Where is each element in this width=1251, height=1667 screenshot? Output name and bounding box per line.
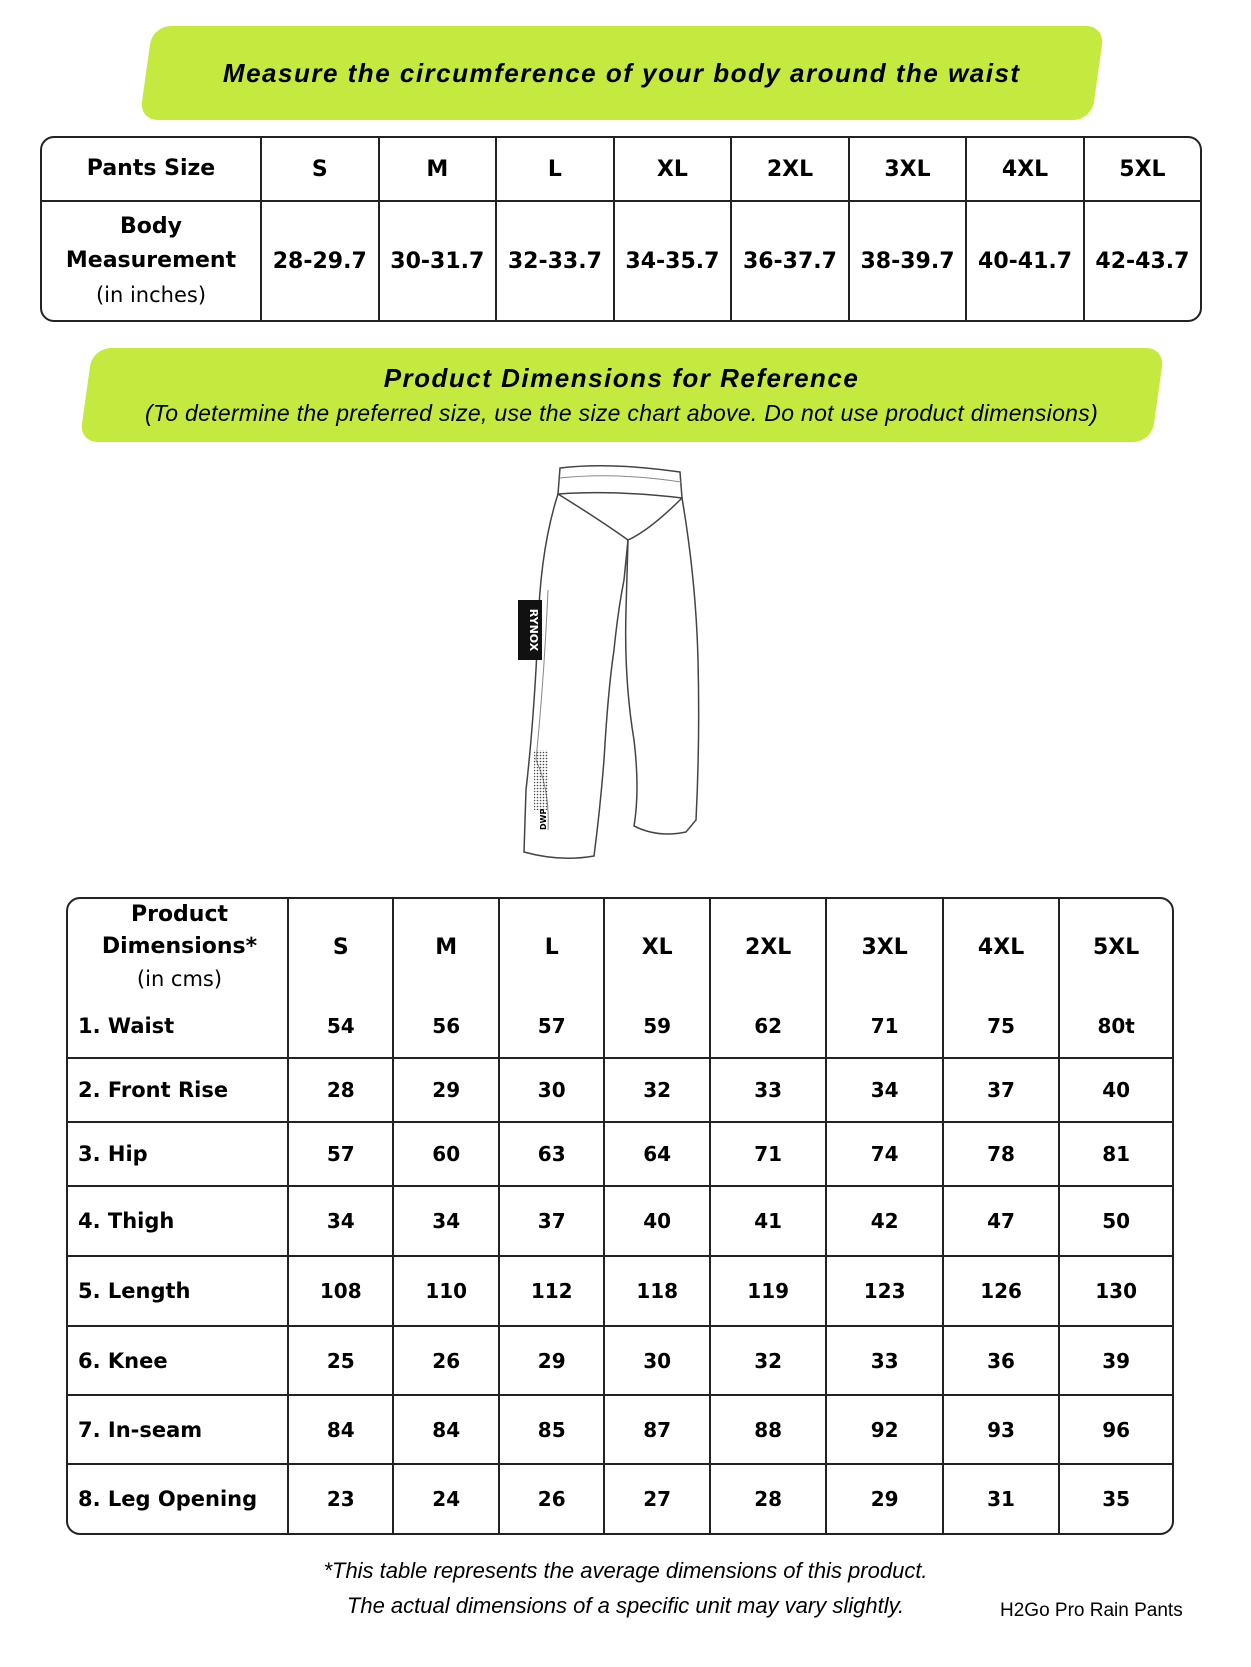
body-measurement-cell: 40-41.7 bbox=[967, 202, 1085, 320]
product-name: H2Go Pro Rain Pants bbox=[1000, 1600, 1183, 1621]
dim-value-cell: 118 bbox=[605, 1257, 710, 1327]
dim-value-cell: 71 bbox=[827, 995, 943, 1059]
dim-value-cell: 78 bbox=[944, 1123, 1060, 1187]
product-dimensions-banner bbox=[79, 348, 1164, 442]
body-measurement-cell: 36-37.7 bbox=[732, 202, 850, 320]
body-measurement-label-line2: Measurement bbox=[65, 248, 237, 273]
dim-value-cell: 123 bbox=[827, 1257, 943, 1327]
waist-instruction-banner bbox=[139, 26, 1104, 120]
dim-value-cell: 54 bbox=[289, 995, 394, 1059]
dim-header-row bbox=[68, 899, 1172, 995]
dim-value-cell: 34 bbox=[827, 1059, 943, 1123]
dim-row-label: 6. Knee bbox=[68, 1327, 289, 1396]
dim-value-cell: 24 bbox=[394, 1465, 499, 1533]
dim-value-cell: 37 bbox=[944, 1059, 1060, 1123]
size-header-cell: 2XL bbox=[732, 138, 850, 202]
dim-value-cell: 33 bbox=[827, 1327, 943, 1396]
body-measurement-cell: 42-43.7 bbox=[1095, 248, 1190, 274]
size-header-cell: 5XL bbox=[1085, 138, 1200, 202]
dim-value-cell: 29 bbox=[394, 1059, 499, 1123]
dim-value-cell: 31 bbox=[944, 1465, 1060, 1533]
size-chart-table bbox=[40, 136, 1202, 322]
dwp-tag: DWP bbox=[539, 808, 548, 830]
dim-value-cell: 32 bbox=[605, 1059, 710, 1123]
dim-row-label: 7. In-seam bbox=[68, 1396, 289, 1465]
product-dimensions-table bbox=[66, 897, 1174, 1535]
body-measurement-cell: 28-29.7 bbox=[262, 202, 380, 320]
dim-value-cell: 87 bbox=[605, 1396, 710, 1465]
dim-value-cell: 32 bbox=[711, 1327, 827, 1396]
dim-size-header: 2XL bbox=[711, 899, 827, 995]
table-row bbox=[68, 1327, 1172, 1396]
pants-illustration bbox=[500, 460, 750, 880]
dim-value-cell: 23 bbox=[289, 1465, 394, 1533]
dim-value-cell: 126 bbox=[944, 1257, 1060, 1327]
dim-value-cell: 60 bbox=[394, 1123, 499, 1187]
table-row bbox=[68, 1187, 1172, 1257]
dim-row-label: 5. Length bbox=[68, 1257, 289, 1327]
dim-value-cell: 56 bbox=[394, 995, 499, 1059]
size-header-label: Pants Size bbox=[42, 138, 262, 202]
size-header-cell: M bbox=[380, 138, 498, 202]
table-row bbox=[68, 1123, 1172, 1187]
size-header-cell: S bbox=[262, 138, 380, 202]
footnote-line-1: *This table represents the average dimensions of this product. bbox=[323, 1558, 928, 1583]
dim-value-cell: 40 bbox=[1060, 1059, 1172, 1123]
dim-header-label bbox=[68, 899, 289, 995]
dim-value-cell: 57 bbox=[289, 1123, 394, 1187]
dim-header-title: Product Dimensions* bbox=[101, 902, 258, 959]
dim-value-cell: 29 bbox=[827, 1465, 943, 1533]
dim-value-cell: 34 bbox=[394, 1187, 499, 1257]
dim-row-label: 4. Thigh bbox=[68, 1187, 289, 1257]
table-row bbox=[68, 1396, 1172, 1465]
dim-value-cell: 93 bbox=[944, 1396, 1060, 1465]
table-row bbox=[68, 1465, 1172, 1533]
dim-value-cell: 40 bbox=[605, 1187, 710, 1257]
dim-row-label: 2. Front Rise bbox=[68, 1059, 289, 1123]
dim-value-cell: 110 bbox=[394, 1257, 499, 1327]
dim-value-cell: 84 bbox=[394, 1396, 499, 1465]
dim-value-cell: 92 bbox=[827, 1396, 943, 1465]
dim-value-cell: 71 bbox=[711, 1123, 827, 1187]
size-header-cell: 4XL bbox=[967, 138, 1085, 202]
table-row bbox=[68, 995, 1172, 1059]
dim-size-header: 3XL bbox=[827, 899, 943, 995]
size-header-row bbox=[42, 138, 1200, 202]
dim-row-label: 3. Hip bbox=[68, 1123, 289, 1187]
dim-value-cell: 27 bbox=[605, 1465, 710, 1533]
body-measurement-cell: 32-33.7 bbox=[497, 202, 615, 320]
reflective-panel bbox=[534, 750, 548, 810]
body-measurement-cell: 34-35.7 bbox=[615, 202, 733, 320]
dim-size-header: L bbox=[500, 899, 605, 995]
dim-size-header: S bbox=[289, 899, 394, 995]
dim-value-cell: 33 bbox=[711, 1059, 827, 1123]
footnote-line-2: The actual dimensions of a specific unit may vary slightly. bbox=[346, 1593, 905, 1618]
body-measurement-row bbox=[42, 202, 1200, 320]
table-row bbox=[68, 1257, 1172, 1327]
dim-header-unit: (in cms) bbox=[136, 967, 223, 991]
size-header-cell: L bbox=[497, 138, 615, 202]
dim-value-cell: 108 bbox=[289, 1257, 394, 1327]
dim-size-header: M bbox=[394, 899, 499, 995]
dim-value-cell: 25 bbox=[289, 1327, 394, 1396]
dim-value-cell: 42 bbox=[827, 1187, 943, 1257]
dim-value-cell: 130 bbox=[1060, 1257, 1172, 1327]
dim-value-cell: 88 bbox=[711, 1396, 827, 1465]
brand-text: RYNOX bbox=[527, 608, 540, 652]
dim-value-cell: 41 bbox=[711, 1187, 827, 1257]
size-header-cell: XL bbox=[615, 138, 733, 202]
product-dimensions-subtitle: (To determine the preferred size, use the size chart above. Do not use product dimensions) bbox=[145, 400, 1099, 426]
dim-value-cell: 81 bbox=[1060, 1123, 1172, 1187]
dim-value-cell: 28 bbox=[289, 1059, 394, 1123]
dim-value-cell: 80t bbox=[1060, 995, 1172, 1059]
dim-value-cell: 64 bbox=[605, 1123, 710, 1187]
dim-value-cell: 84 bbox=[289, 1396, 394, 1465]
dim-value-cell: 30 bbox=[605, 1327, 710, 1396]
dim-size-header: 4XL bbox=[944, 899, 1060, 995]
dim-value-cell: 74 bbox=[827, 1123, 943, 1187]
body-measurement-unit: (in inches) bbox=[95, 283, 207, 307]
waist-instruction-title: Measure the circumference of your body around the waist bbox=[223, 57, 1021, 88]
dim-value-cell: 85 bbox=[500, 1396, 605, 1465]
dim-row-label: 1. Waist bbox=[68, 995, 289, 1059]
dim-value-cell: 36 bbox=[944, 1327, 1060, 1396]
dim-value-cell: 112 bbox=[500, 1257, 605, 1327]
dim-value-cell: 59 bbox=[605, 995, 710, 1059]
dim-value-cell: 63 bbox=[500, 1123, 605, 1187]
body-measurement-label bbox=[42, 202, 262, 320]
dim-value-cell: 47 bbox=[944, 1187, 1060, 1257]
table-row bbox=[68, 1059, 1172, 1123]
dim-value-cell: 30 bbox=[500, 1059, 605, 1123]
dim-size-header: XL bbox=[605, 899, 710, 995]
body-measurement-cell: 38-39.7 bbox=[850, 202, 968, 320]
dim-value-cell: 29 bbox=[500, 1327, 605, 1396]
dim-value-cell: 57 bbox=[500, 995, 605, 1059]
dim-value-cell: 26 bbox=[394, 1327, 499, 1396]
dim-value-cell: 75 bbox=[944, 995, 1060, 1059]
dim-value-cell: 26 bbox=[500, 1465, 605, 1533]
dim-value-cell: 34 bbox=[289, 1187, 394, 1257]
dim-row-label: 8. Leg Opening bbox=[68, 1465, 289, 1533]
body-measurement-label-line1: Body bbox=[120, 214, 182, 239]
dim-value-cell: 119 bbox=[711, 1257, 827, 1327]
body-measurement-cell: 30-31.7 bbox=[380, 202, 498, 320]
dim-value-cell: 39 bbox=[1060, 1327, 1172, 1396]
size-header-cell: 3XL bbox=[850, 138, 968, 202]
dim-size-header: 5XL bbox=[1093, 934, 1140, 960]
dim-value-cell: 37 bbox=[500, 1187, 605, 1257]
dim-value-cell: 28 bbox=[711, 1465, 827, 1533]
dim-value-cell: 62 bbox=[711, 995, 827, 1059]
dim-value-cell: 96 bbox=[1060, 1396, 1172, 1465]
dim-value-cell: 50 bbox=[1060, 1187, 1172, 1257]
product-dimensions-title: Product Dimensions for Reference bbox=[384, 363, 860, 393]
dim-value-cell: 35 bbox=[1102, 1487, 1131, 1511]
